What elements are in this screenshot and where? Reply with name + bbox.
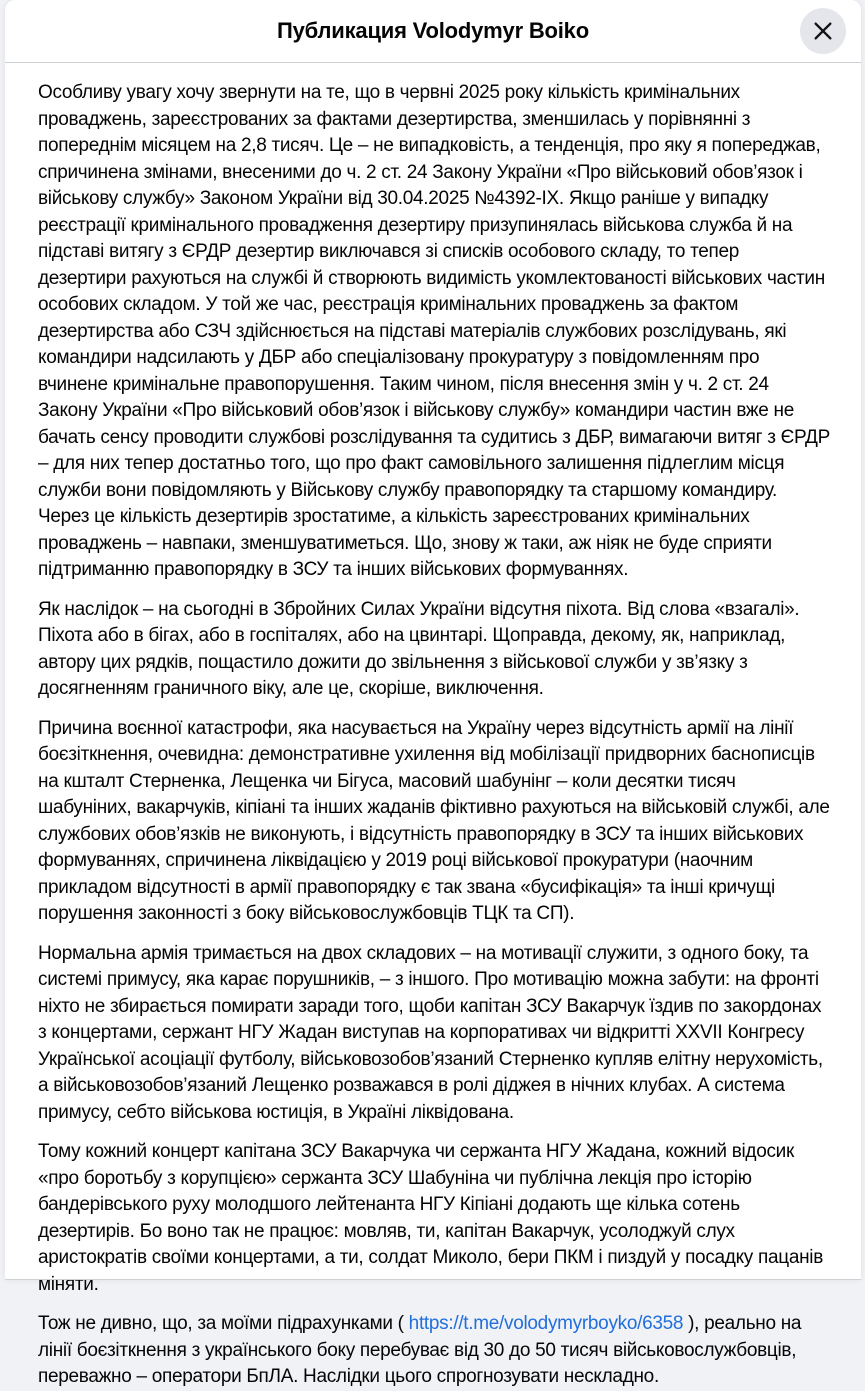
dialog-header	[5, 0, 861, 63]
dialog-title: Публикация Volodymyr Boiko	[277, 18, 589, 43]
close-button[interactable]	[800, 8, 846, 54]
close-icon	[812, 20, 834, 42]
post-dialog	[5, 0, 861, 1387]
post-body	[5, 63, 861, 1391]
post-paragraph: Як наслідок – на сьогодні в Збройних Силах України відсутня піхота. Від слова «взагалі». Піхота або в бігах, або в госпіталях, або на цвинтарі. Щоправда, декому, як, наприклад, автору цих рядків, пощастило дожити до звільнення з військової служби у зв’язку з досягненням граничного віку, але це, скоріше, виключення.	[38, 598, 800, 699]
final-paragraph-text-after: ), реально на лінії боєзіткнення з українського боку перебуває від 30 до 50 тисяч військовослужбовців, переважно – оператори БпЛА. Наслідки цього спрогнозувати нескладно.	[38, 1313, 802, 1387]
post-paragraph: Особливу увагу хочу звернути на те, що в червні 2025 року кількість кримінальних проваджень, зареєстрованих за фактами дезертирства, зменшилась у порівнянні з попереднім місяцем на 2,8 тисяч. Це – не випадковість, а тенденція, про яку я попереджав, спричинена змінами, внесеними до ч. 2 ст. 24 Закону України «Про військовий обов’язок і військову службу» Законом України від 30.04.2025 №4392-IX. Якщо раніше у випадку реєстрації кримінального провадження дезертиру призупинялась військова служба й на підставі витягу з ЄРДР дезертир виключався зі списків особового складу, то тепер дезертири рахуються на службі й створюють видимість укомлектованості військових частин особових складом. У той же час, реєстрація кримінальних проваджень за фактом дезертирства або СЗЧ здійснюється на підставі матеріалів службових розслідувань, які командири надсилають у ДБР або спеціалізовану прокуратуру з повідомленням про вчинене кримінальне правопорушення. Таким чином, після внесення змін у ч. 2 ст. 24 Закону України «Про військовий обов’язок і військову службу» командири частин вже не бачать сенсу проводити службові розслідування та судитись з ДБР, вимагаючи витяг з ЄРДР – для них тепер достатньо того, що про факт самовільного залишення підлеглим місця служби вони повідомляють у Військову службу правопорядку та старшому командиру. Через це кількість дезертирів зростатиме, а кількість зареєстрованих кримінальних проваджень – навпаки, зменшуватиметься. Що, знову ж таки, аж ніяк не буде сприяти підтриманню правопорядку в ЗСУ та інших військових формуваннях.	[38, 82, 830, 580]
post-paragraph-with-link	[38, 1311, 832, 1391]
telegram-link[interactable]: https://t.me/volodymyrboyko/6358	[408, 1313, 684, 1334]
post-paragraph: Нормальна армія тримається на двох складових – на мотивації служити, з одного боку, та системі примусу, яка карає порушників, – з іншого. Про мотивацію можна забути: на фронті ніхто не збирається помирати заради того, щоби капітан ЗСУ Вакарчук їздив по закордонах з концертами, сержант НГУ Жадан виступав на корпоративах чи відкритті XXVII Конгресу Української асоціації футболу, військовозобов’язаний Стерненко купляв елітну нерухомість, а військовозобов’язаний Лещенко розважався в ролі діджея в нічних клубах. А система примусу, себто військова юстиція, в Україні ліквідована.	[38, 942, 823, 1123]
post-paragraph: Причина воєнної катастрофи, яка насувається на Україну через відсутність армії на лінії боєзіткнення, очевидна: демонстративне ухилення від мобілізації придворних баснописців на кшталт Стерненка, Лещенка чи Бігуса, масовий шабунінг – коли десятки тисяч шабуніних, вакарчуків, кіпіані та інших жаданів фіктивно рахуються на військовій службі, але службових обов’язків не виконують, і відсутність правопорядку в ЗСУ та інших військових формуваннях, спричинена ліквідацією у 2019 році військової прокуратури (наочним прикладом відсутності в армії правопорядку є так звана «бусифікація» та інші кричущі порушення законності з боку військовослужбовців ТЦК та СП).	[38, 717, 830, 924]
final-paragraph-text-before: Тож не дивно, що, за моїми підрахунками (	[38, 1313, 409, 1334]
post-paragraph: Тому кожний концерт капітана ЗСУ Вакарчука чи сержанта НГУ Жадана, кожний відосик «про боротьбу з корупцією» сержанта ЗСУ Шабуніна чи публічна лекція про історію бандерівського руху молодшого лейтенанта НГУ Кіпіані додають ще кілька сотень дезертирів. Бо воно так не працює: мовляв, ти, капітан Вакарчук, усолоджуй слух аристократів своїми концертами, а ти, солдат Миколо, бери ПКМ і пиздуй у посадку пацанів міняти.	[38, 1141, 823, 1295]
